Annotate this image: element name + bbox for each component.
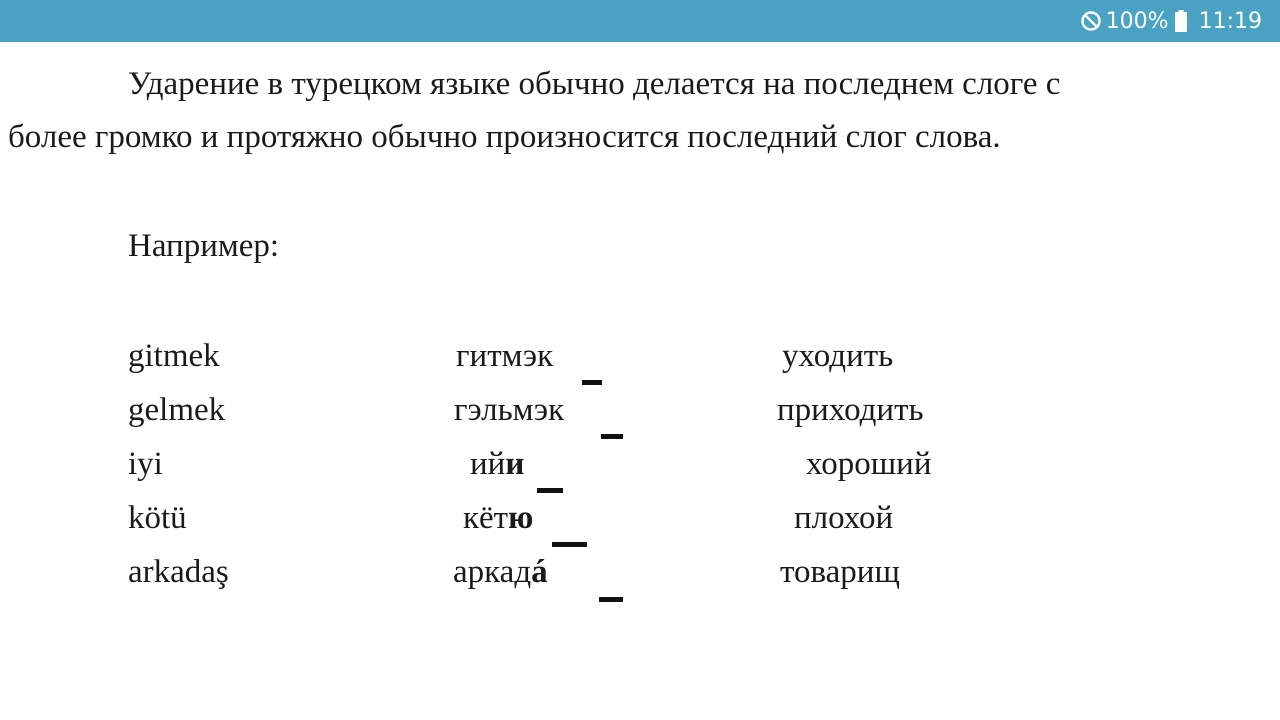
- stress-mark: [601, 434, 623, 439]
- translation: уходить: [782, 338, 894, 374]
- battery-percent: 100%: [1105, 8, 1169, 34]
- transcription: ийи: [470, 446, 525, 482]
- do-not-disturb-icon: [1080, 10, 1102, 32]
- status-bar: [0, 0, 1280, 42]
- turkish-word: gitmek: [128, 338, 220, 374]
- battery-full-icon: [1175, 10, 1187, 32]
- turkish-word: iyi: [128, 446, 163, 482]
- transcription: кётю: [463, 500, 534, 536]
- stress-mark: [537, 488, 563, 493]
- translation: хороший: [806, 446, 932, 482]
- translation: приходить: [777, 392, 924, 428]
- stress-mark: [582, 380, 602, 385]
- example-label: Например:: [128, 228, 280, 264]
- stress-mark: [599, 597, 623, 602]
- transcription: гитмэк: [456, 338, 554, 374]
- paragraph-line-2: более громко и протяжно обычно произносится последний слог слова.: [8, 119, 1001, 155]
- paragraph-line-1: Ударение в турецком языке обычно делается на последнем слоге с: [128, 68, 1061, 101]
- turkish-word: kötü: [128, 500, 187, 536]
- transcription: аркадá: [453, 554, 548, 590]
- turkish-word: gelmek: [128, 392, 226, 428]
- clock-time: 11:19: [1198, 8, 1262, 34]
- status-icons: [1080, 7, 1262, 35]
- translation: плохой: [794, 500, 894, 536]
- translation: товарищ: [780, 554, 900, 590]
- stress-mark: [552, 542, 587, 547]
- transcription: гэльмэк: [454, 392, 565, 428]
- turkish-word: arkadaş: [128, 554, 229, 590]
